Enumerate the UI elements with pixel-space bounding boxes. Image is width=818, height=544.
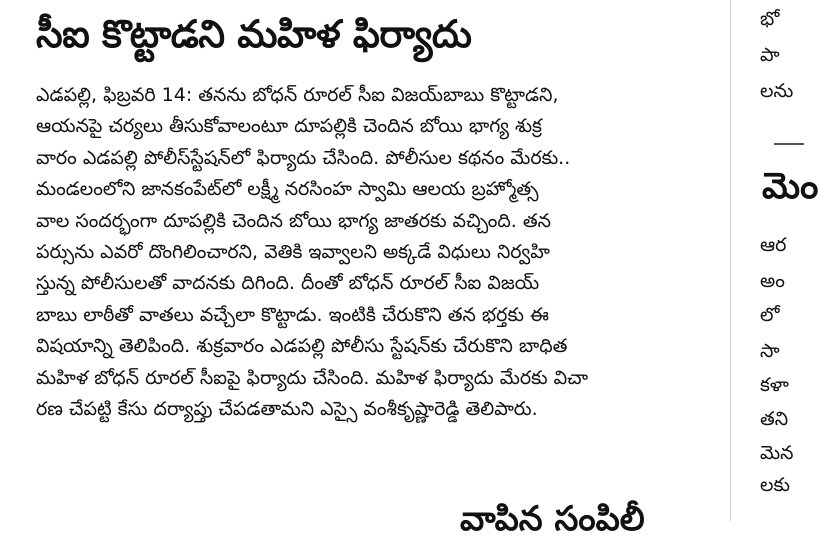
article-line: వారం ఎడపల్లి పోలీస్‌స్టేషన్‌లో ఫిర్యాదు చేసింది. పోలీసుల కథనం మేరకు..: [36, 146, 571, 169]
side-body-line: మెన: [760, 442, 794, 464]
article-line: ఎడపల్లి, ఫిబ్రవరి 14: తనను బోధన్ రూరల్ సీఐ విజయ్‌బాబు కొట్టాడని,: [36, 84, 559, 106]
side-line: భో: [760, 8, 780, 30]
article-headline: సీఐ కొట్టాడని మహిళ ఫిర్యాదు: [36, 12, 472, 56]
side-column: [738, 0, 818, 521]
article-line: పర్సును ఎవరో దొంగిలించారని, వెతికి ఇవ్వాలని అక్కడే విధులు నిర్వహి: [36, 240, 550, 263]
side-body-line: ఆర: [760, 234, 787, 256]
article-line: స్తున్న పోలీసులతో వాదనకు దిగింది. దీంతో బోధన్ రూరల్ సీఐ విజయ్: [36, 272, 540, 295]
article-body: [36, 80, 704, 425]
side-headline: మెం: [762, 166, 818, 207]
article-line: విషయాన్ని తెలిపింది. శుక్రవారం ఎడపల్లి పోలీసు స్టేషన్‌కు చేరుకొని బాధిత: [36, 335, 568, 358]
article-line: వాల సందర్భంగా దూపల్లికి చెందిన బోయి భాగ్య జాతరకు వచ్చింది. తన: [36, 209, 551, 232]
next-article-headline: వాపిన సంపిలీ: [460, 499, 645, 539]
article-line: మహిళ బోధన్ రూరల్ సీఐపై ఫిర్యాదు చేసింది. మహిళ ఫిర్యాదు మేరకు విచా: [36, 366, 589, 389]
side-line: లను: [760, 80, 794, 102]
column-divider: [730, 0, 731, 521]
side-rule: [774, 143, 804, 145]
article-line: బాబు లాఠీతో వాతలు వచ్చేలా కొట్టాడు. ఇంటికి చేరుకొని తన భర్తకు ఈ: [36, 303, 549, 326]
side-body-line: లో: [760, 304, 780, 326]
article-line: ఆయనపై చర్యలు తీసుకోవాలంటూ దూపల్లికి చెందిన బోయి భాగ్య శుక్ర: [36, 115, 542, 138]
side-body-line: సా: [760, 340, 780, 362]
side-body-line: కళా: [760, 374, 789, 396]
article-line: మండలంలోని జానకంపేట్‌లో లక్ష్మీ నరసింహ స్వామి ఆలయ బ్రహ్మోత్స: [36, 178, 539, 201]
side-body-line: తని: [760, 408, 789, 430]
side-line: పా: [760, 44, 780, 66]
article-line: రణ చేపట్టి కేసు దర్యాప్తు చేపడతామని ఎస్సై వంశీకృష్ణారెడ్డి తెలిపారు.: [36, 397, 538, 420]
side-body-line: అం: [760, 270, 785, 292]
side-body-line: లకు: [760, 474, 790, 496]
